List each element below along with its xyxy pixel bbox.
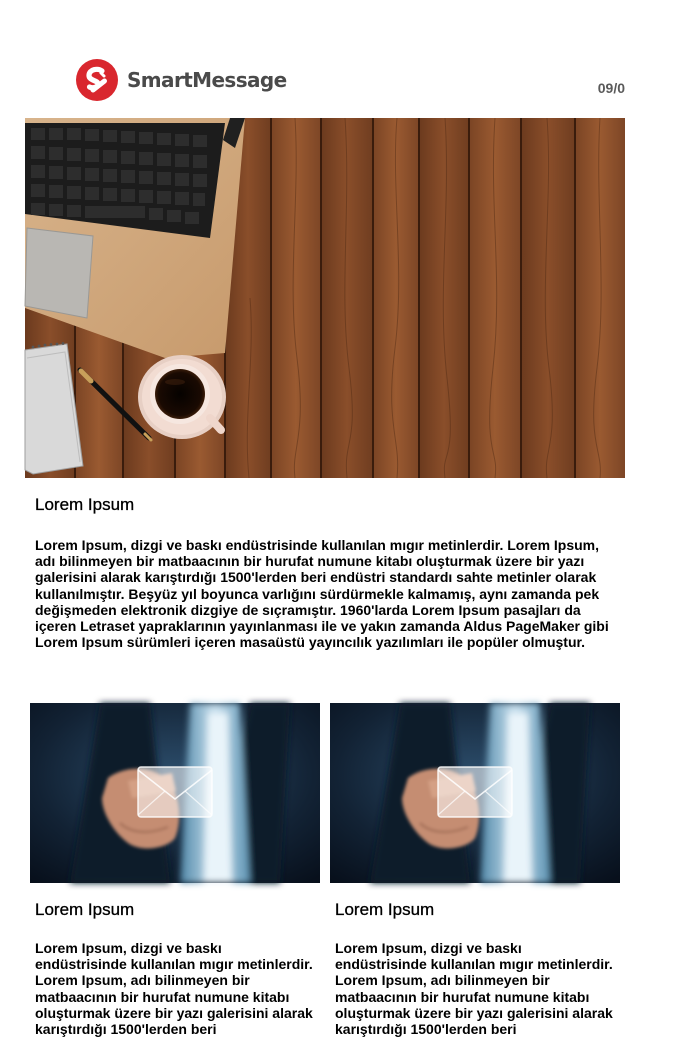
logo-text: SmartMessage [127,68,287,92]
envelope-icon [438,767,512,817]
card-body-right: Lorem Ipsum, dizgi ve baskı endüstrisinde kullanılan mıgır metinlerdir. Lorem Ipsum, adı bilinmeyen bir matbaacının bir hurufat numune kitabı oluşturmak üzere bir yazı galerisini alarak karıştırdığı 1500'lerden beri [335,940,613,1038]
card-image-right [330,703,620,883]
header [0,0,700,118]
issue-number: 09/0 [597,80,625,96]
card-title-right: Lorem Ipsum [335,900,435,919]
brand-logo[interactable] [76,58,287,102]
hero-image [25,118,625,478]
card-image-left [30,703,320,883]
logo-mark-icon [76,59,118,101]
envelope-icon [138,767,212,817]
card-body-left: Lorem Ipsum, dizgi ve baskı endüstrisinde kullanılan mıgır metinlerdir. Lorem Ipsum, adı bilinmeyen bir matbaacının bir hurufat numune kitabı oluşturmak üzere bir yazı galerisini alarak karıştırdığı 1500'lerden beri [35,940,313,1038]
main-article-body: Lorem Ipsum, dizgi ve baskı endüstrisinde kullanılan mıgır metinlerdir. Lorem Ipsum, adı bilinmeyen bir matbaacının bir hurufat numune kitabı oluşturmak üzere bir yazı galerisini alarak karıştırdığı 1500'lerden beri endüstri standardı sahte metinler olarak kullanılmıştır. Beşyüz yıl boyunca varlığını sürdürmekle kalmamış, aynı zamanda pek değişmeden elektronik dizgiye de sıçramıştır. 1960'larda Lorem Ipsum pasajları da içeren Letraset yapraklarının yayınlanması ile ve yakın zamanda Aldus PageMaker gibi Lorem Ipsum sürümleri içeren masaüstü yayıncılık yazılımları ile popüler olmuştur. [35,537,609,651]
main-article-title: Lorem Ipsum [35,495,135,514]
card-title-left: Lorem Ipsum [35,900,135,919]
